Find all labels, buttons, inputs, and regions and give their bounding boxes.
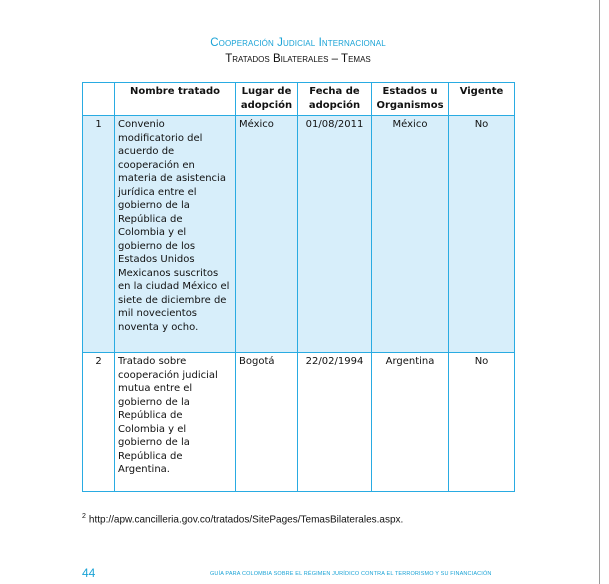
running-footer-title: GUÍA PARA COLOMBIA SOBRE EL RÉGIMEN JURÍDICO CONTRA EL TERRORISMO Y SU FINANCIACIÓN bbox=[210, 571, 492, 577]
treaty-name: Tratado sobre cooperación judicial mutua entre el gobierno de la República de Colombia y el gobierno de la República de Argentina. bbox=[115, 353, 236, 492]
treaty-name: Convenio modificatorio del acuerdo de cooperación en materia de asistencia jurídica entre el gobierno de la República de Colombia y el gobierno de los Estados Unidos Mexicanos suscritos en la ciudad México el siete de diciembre de mil novecientos noventa y ocho. bbox=[115, 116, 236, 353]
table-row bbox=[83, 116, 515, 353]
page-header bbox=[82, 36, 514, 66]
states-organizations: México bbox=[372, 116, 449, 353]
column-header-valid: Vigente bbox=[449, 83, 515, 116]
adoption-date: 22/02/1994 bbox=[298, 353, 372, 492]
adoption-date: 01/08/2011 bbox=[298, 116, 372, 353]
column-header-name: Nombre tratado bbox=[115, 83, 236, 116]
adoption-place: Bogotá bbox=[236, 353, 298, 492]
column-header-date: Fecha de adopción bbox=[298, 83, 372, 116]
page-number: 44 bbox=[82, 566, 96, 580]
footnote-link[interactable]: http://apw.cancilleria.gov.co/tratados/SitePages/TemasBilaterales.aspx. bbox=[88, 514, 404, 526]
row-number: 2 bbox=[83, 353, 115, 492]
column-header-number bbox=[83, 83, 115, 116]
table-row bbox=[83, 353, 515, 492]
column-header-place: Lugar de adopción bbox=[236, 83, 298, 116]
in-force-status: No bbox=[449, 353, 515, 492]
column-header-parties: Estados u Organismos bbox=[372, 83, 449, 116]
section-title: Cooperación Judicial Internacional bbox=[210, 37, 386, 49]
adoption-place: México bbox=[236, 116, 298, 353]
in-force-status: No bbox=[449, 116, 515, 353]
states-organizations: Argentina bbox=[372, 353, 449, 492]
section-subtitle: Tratados Bilaterales – Temas bbox=[225, 53, 371, 65]
footnote-marker: 2 bbox=[82, 513, 86, 520]
row-number: 1 bbox=[83, 116, 115, 353]
treaties-table bbox=[82, 82, 515, 492]
table-header-row bbox=[83, 83, 515, 116]
footnote bbox=[82, 513, 403, 525]
